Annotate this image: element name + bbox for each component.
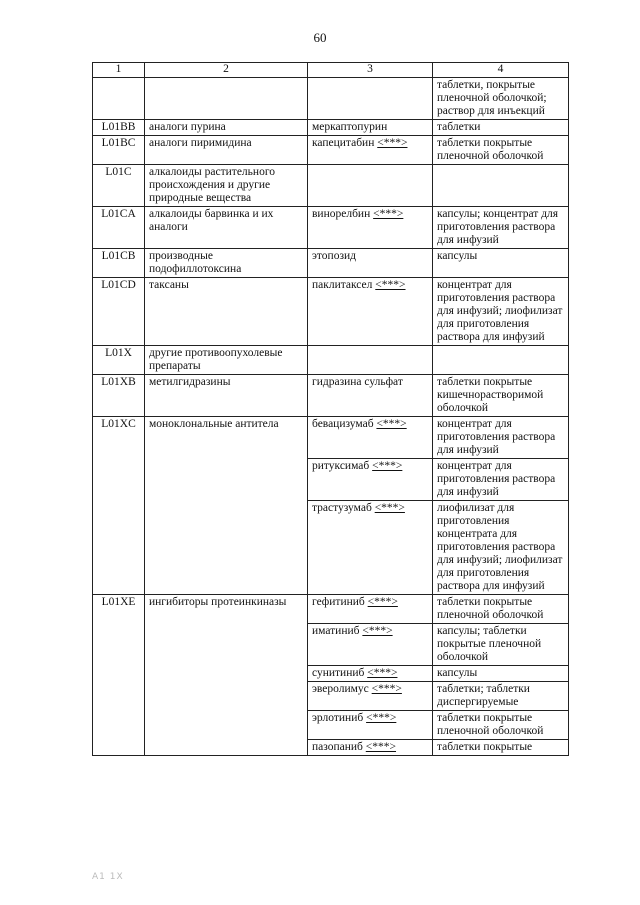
drug-name-cell [308,207,433,249]
dosage-form-cell: лиофилизат для приготовления концентрата для приготовления раствора для инфузий; лиофилизат для приготовления раствора для инфузий [433,501,569,595]
drug-name-cell [308,136,433,165]
group-name-cell: другие противоопухолевые препараты [145,346,308,375]
group-name-cell [145,78,308,120]
dosage-form-cell: таблетки покрытые кишечнорастворимой оболочкой [433,375,569,417]
table-row [93,417,569,459]
table-row [93,207,569,249]
dosage-form-cell: капсулы; таблетки покрытые пленочной оболочкой [433,624,569,666]
reference-mark: <***> [362,625,393,637]
group-name-cell: алкалоиды барвинка и их аналоги [145,207,308,249]
atc-code-cell: L01XC [93,417,145,595]
drug-name: винорелбин [312,208,371,220]
drug-name-cell [308,595,433,624]
dosage-form-cell: таблетки покрытые пленочной оболочкой [433,711,569,740]
drug-name: иматиниб [312,625,360,637]
group-name-cell: аналоги пурина [145,120,308,136]
drug-name-cell [308,666,433,682]
dosage-form-cell: таблетки [433,120,569,136]
reference-mark: <***> [373,208,404,220]
table-row [93,120,569,136]
drug-name-cell [308,682,433,711]
header-col-4: 4 [433,63,569,78]
drug-name-cell [308,740,433,756]
table-row [93,278,569,346]
reference-mark: <***> [375,279,406,291]
drug-name-cell [308,711,433,740]
header-col-2: 2 [145,63,308,78]
drug-name: ритуксимаб [312,460,370,472]
drug-name: эверолимус [312,683,369,695]
page-number: 60 [313,30,327,45]
dosage-form-cell: концентрат для приготовления раствора для инфузий [433,459,569,501]
dosage-form-cell [433,346,569,375]
atc-code-cell: L01CB [93,249,145,278]
atc-code-cell: L01C [93,165,145,207]
atc-code-cell: L01CD [93,278,145,346]
reference-mark: <***> [372,460,403,472]
drug-name: капецитабин [312,137,375,149]
group-name-cell: производные подофиллотоксина [145,249,308,278]
drug-name: паклитаксел [312,279,373,291]
drug-name: гидразина сульфат [312,376,403,388]
dosage-form-cell: концентрат для приготовления раствора для инфузий [433,417,569,459]
group-name-cell: ингибиторы протеинкиназы [145,595,308,756]
drug-name-cell [308,249,433,278]
table-row [93,595,569,624]
table-header-row [93,63,569,78]
reference-mark: <***> [374,502,405,514]
atc-code-cell: L01CA [93,207,145,249]
drug-name: этопозид [312,250,357,262]
drug-name: меркаптопурин [312,121,388,133]
table-row [93,346,569,375]
drug-name-cell [308,346,433,375]
atc-code-cell: L01X [93,346,145,375]
drug-name-cell [308,375,433,417]
medication-table [92,62,569,756]
drug-name-cell [308,624,433,666]
dosage-form-cell: таблетки покрытые пленочной оболочкой [433,595,569,624]
table-row [93,249,569,278]
footer-mark: A1 1X [92,872,124,882]
table-row [93,165,569,207]
table-row [93,78,569,120]
table-row [93,136,569,165]
dosage-form-cell: таблетки покрытые пленочной оболочкой [433,136,569,165]
reference-mark: <***> [367,667,398,679]
header-col-3: 3 [308,63,433,78]
dosage-form-cell: таблетки, покрытые пленочной оболочкой; раствор для инъекций [433,78,569,120]
group-name-cell: аналоги пиримидина [145,136,308,165]
table-body [93,78,569,756]
drug-name: сунитиниб [312,667,365,679]
reference-mark: <***> [365,741,397,753]
drug-name: бевацизумаб [312,418,374,430]
reference-mark: <***> [367,596,398,608]
drug-name-cell [308,278,433,346]
group-name-cell: метилгидразины [145,375,308,417]
drug-name: трастузумаб [312,502,372,514]
dosage-form-cell: капсулы [433,666,569,682]
header-col-1: 1 [93,63,145,78]
drug-name-cell [308,459,433,501]
drug-name-cell [308,78,433,120]
drug-name-cell [308,501,433,595]
drug-name: гефитиниб [312,596,365,608]
group-name-cell: моноклональные антитела [145,417,308,595]
atc-code-cell: L01XE [93,595,145,756]
dosage-form-cell: таблетки покрытые [433,740,569,756]
atc-code-cell: L01XB [93,375,145,417]
atc-code-cell: L01BB [93,120,145,136]
drug-name-cell [308,417,433,459]
drug-name-cell [308,165,433,207]
reference-mark: <***> [371,683,402,695]
dosage-form-cell: концентрат для приготовления раствора для инфузий; лиофилизат для приготовления раствора для инфузий [433,278,569,346]
drug-name: пазопаниб [312,741,363,753]
dosage-form-cell: таблетки; таблетки диспергируемые [433,682,569,711]
atc-code-cell: L01BC [93,136,145,165]
drug-name-cell [308,120,433,136]
group-name-cell: алкалоиды растительного происхождения и другие природные вещества [145,165,308,207]
atc-code-cell [93,78,145,120]
reference-mark: <***> [376,418,407,430]
drug-name: эрлотиниб [312,712,364,724]
reference-mark: <***> [366,712,397,724]
group-name-cell: таксаны [145,278,308,346]
dosage-form-cell: капсулы; концентрат для приготовления раствора для инфузий [433,207,569,249]
dosage-form-cell [433,165,569,207]
dosage-form-cell: капсулы [433,249,569,278]
table-row [93,375,569,417]
reference-mark: <***> [377,137,408,149]
